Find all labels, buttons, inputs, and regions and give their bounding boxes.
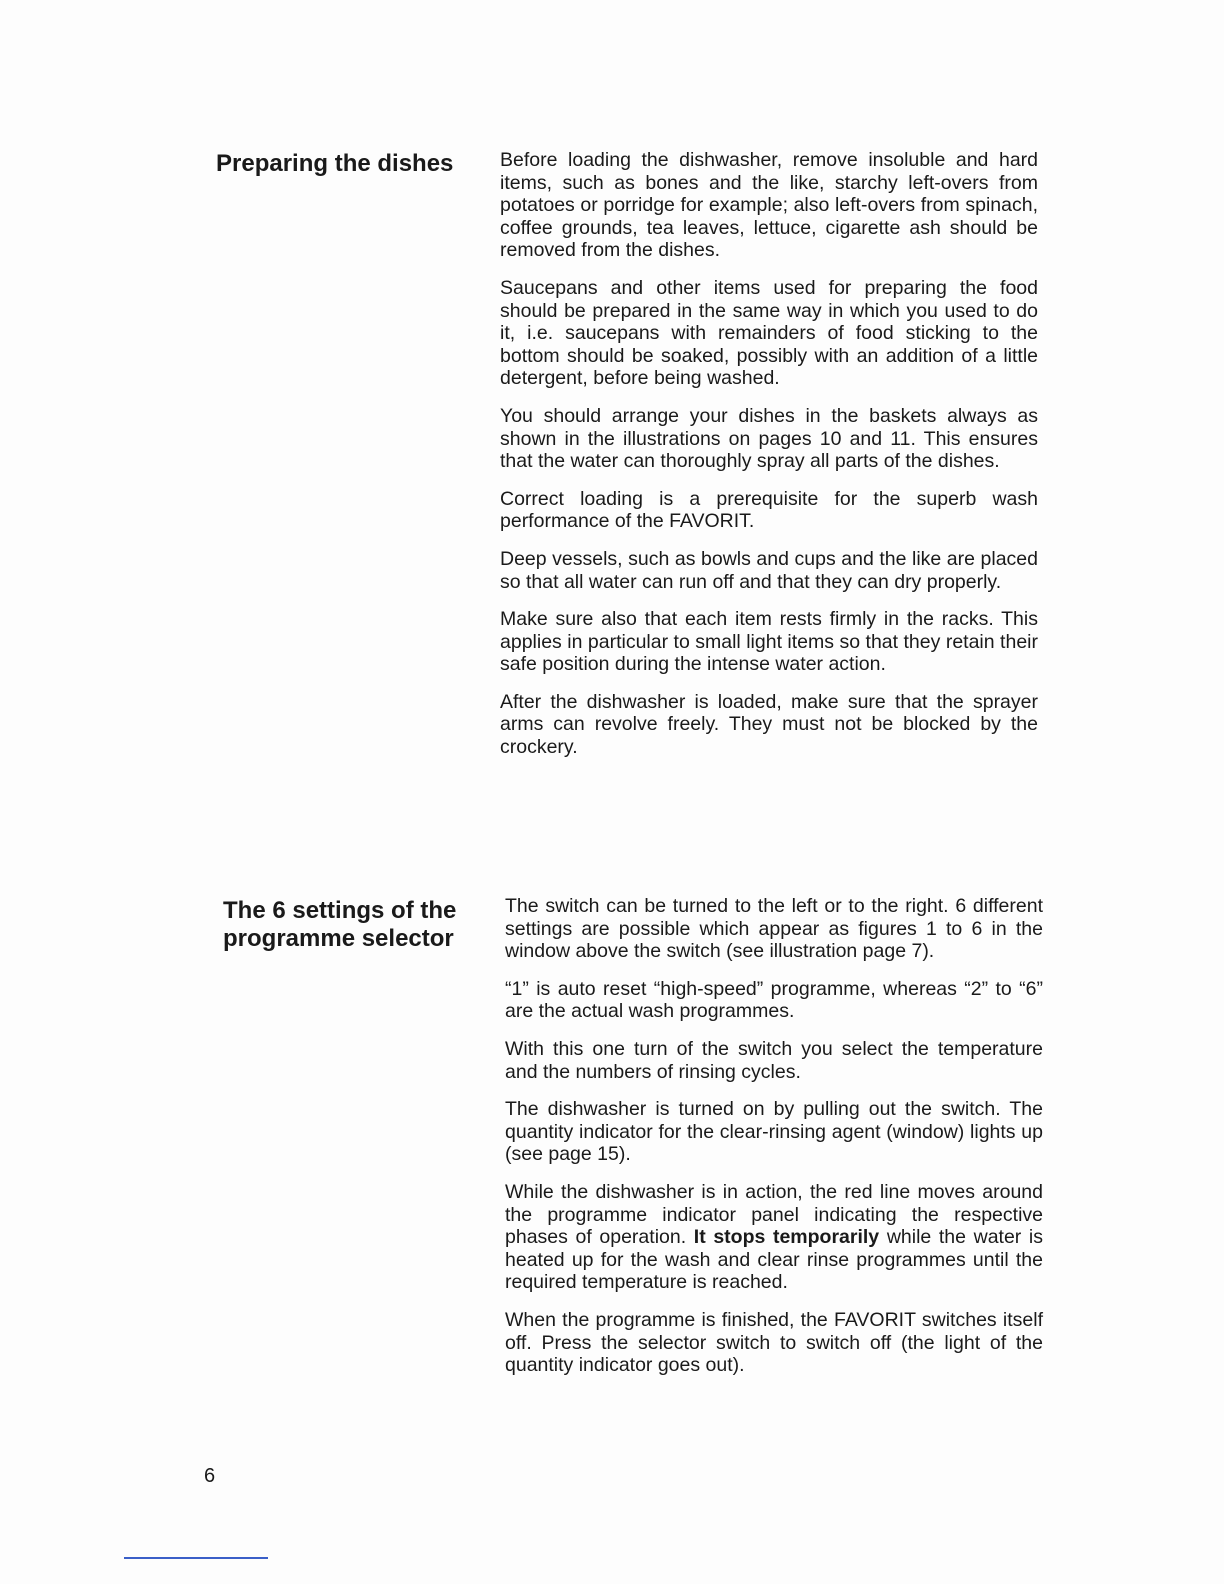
heading-line: programme selector — [223, 925, 454, 952]
paragraph: Make sure also that each item rests firmly in the racks. This applies in particular to small light items so that they retain their safe position during the intense water action. — [500, 608, 1038, 676]
paragraph-text: while the water is heated up for the wash and clear rinse programmes until the required temperature is reached. — [505, 1226, 1044, 1294]
section-heading-preparing — [216, 150, 486, 178]
section-heading-settings — [223, 897, 493, 953]
paragraph: You should arrange your dishes in the baskets always as shown in the illustrations on pages 10 and 11. This ensures that the water can thoroughly spray all parts of the dishes. — [500, 404, 1038, 473]
paragraph: With this one turn of the switch you select the temperature and the numbers of rinsing cycles. — [505, 1037, 1043, 1083]
paragraph: The switch can be turned to the left or to the right. 6 different settings are possible which appear as figures 1 to 6 in the window above the switch (see illustration page 7). — [505, 895, 1043, 963]
section-body-settings — [505, 895, 1043, 1392]
emphasis-text: It stops temporarily — [693, 1226, 880, 1249]
paragraph: “1” is auto reset “high-speed” programme, whereas “2” to “6” are the actual wash programmes. — [505, 977, 1043, 1023]
section-body-preparing — [500, 149, 1038, 774]
heading-line: Preparing the dishes — [216, 150, 454, 177]
paragraph: The dishwasher is turned on by pulling out the switch. The quantity indicator for the clear-rinsing agent (window) lights up (see page 15). — [505, 1098, 1043, 1166]
page-number: 6 — [204, 1465, 216, 1487]
paragraph-text: While the dishwasher is in action, the red line moves around the programme indicator panel indicating the respective phases of operation. — [505, 1180, 1043, 1249]
paragraph: Deep vessels, such as bowls and cups and the like are placed so that all water can run off and that they can dry properly. — [500, 547, 1038, 593]
footer-rule — [124, 1557, 268, 1559]
heading-line: The 6 settings of the — [223, 897, 457, 924]
paragraph: When the programme is finished, the FAVORIT switches itself off. Press the selector switch to switch off (the light of the quantity indicator goes out). — [505, 1308, 1043, 1377]
paragraph: After the dishwasher is loaded, make sure that the sprayer arms can revolve freely. They must not be blocked by the crockery. — [500, 690, 1038, 759]
paragraph: Before loading the dishwasher, remove insoluble and hard items, such as bones and the like, starchy left-overs from potatoes or porridge for example; also left-overs from spinach, coffee grounds, tea leaves, lettuce, cigarette ash should be removed from the dishes. — [500, 149, 1038, 262]
paragraph — [505, 1181, 1043, 1294]
paragraph: Saucepans and other items used for preparing the food should be prepared in the same way in which you used to do it, i.e. saucepans with remainders of food sticking to the bottom should be soaked, possibly with an addition of a little detergent, before being washed. — [500, 276, 1038, 390]
paragraph: Correct loading is a prerequisite for the superb wash performance of the FAVORIT. — [500, 487, 1038, 533]
